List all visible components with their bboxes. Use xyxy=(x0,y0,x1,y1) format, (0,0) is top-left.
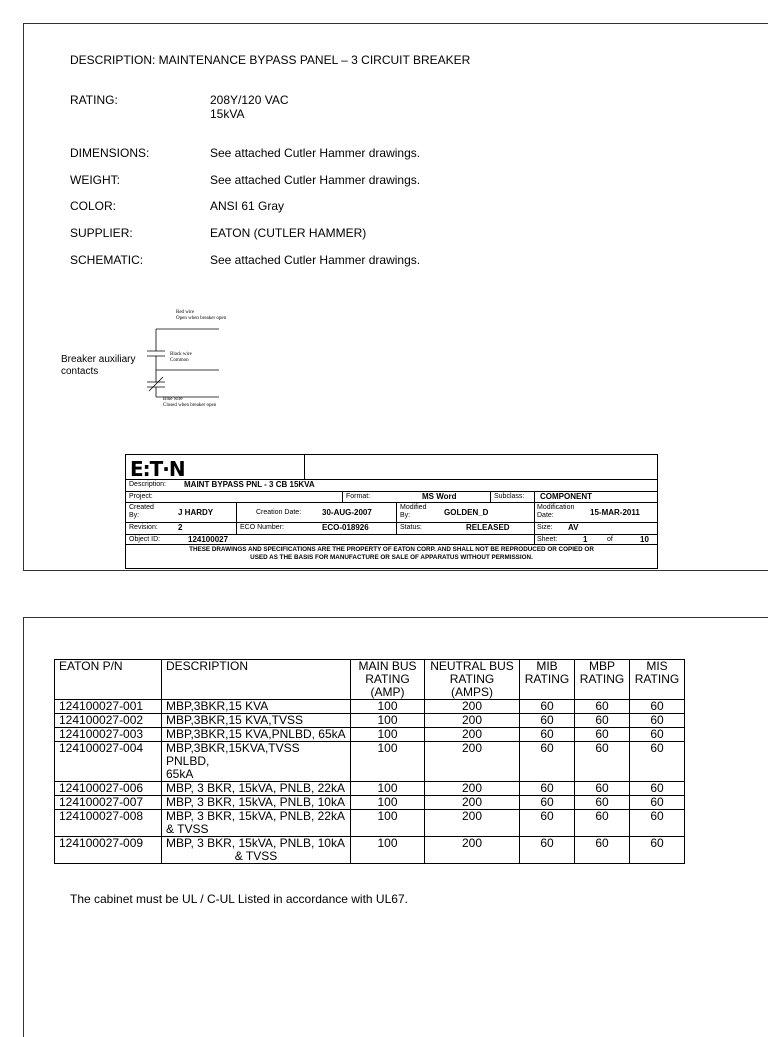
black-wire-label: Black wire xyxy=(170,352,192,357)
cell-main-bus-rating: 100 xyxy=(351,837,425,864)
ul-listing-note: The cabinet must be UL / C-UL Listed in accordance with UL67. xyxy=(70,892,408,906)
table-row xyxy=(55,810,685,837)
supplier-value: EATON (CUTLER HAMMER) xyxy=(210,226,367,240)
description-line: & TVSS xyxy=(166,822,209,836)
cell-main-bus-rating: 100 xyxy=(351,742,425,782)
dimensions-label: DIMENSIONS: xyxy=(70,146,150,160)
cell-mbp-rating: 60 xyxy=(575,796,630,810)
blue-wire-note: Closed when breaker open xyxy=(163,403,217,408)
cell-mis-rating: 60 xyxy=(630,837,685,864)
weight-label: WEIGHT: xyxy=(70,173,120,187)
cell-description xyxy=(162,796,351,810)
tb-modified-by-value: GOLDEN_D xyxy=(444,508,489,517)
tb-creation-date-label: Creation Date: xyxy=(256,509,302,516)
tb-disclaimer-line-2: USED AS THE BASIS FOR MANUFACTURE OR SALE OF APPARATUS WITHOUT PERMISSION. xyxy=(250,554,533,561)
tb-modified-by-label-2: By: xyxy=(400,512,411,519)
tb-sheet-total: 10 xyxy=(640,535,649,544)
blue-wire-label: Blue wire xyxy=(163,397,183,402)
cell-neutral-bus-rating: 200 xyxy=(425,796,520,810)
description-line: & TVSS xyxy=(234,849,278,863)
cell-mbp-rating: 60 xyxy=(575,728,630,742)
cell-mib-rating: 60 xyxy=(520,728,575,742)
cell-neutral-bus-rating: 200 xyxy=(425,700,520,714)
cell-mis-rating: 60 xyxy=(630,742,685,782)
tb-sheet-of: of xyxy=(607,536,613,543)
tb-revision-value: 2 xyxy=(178,523,183,532)
rating-value-power: 15kVA xyxy=(210,107,245,121)
table-row xyxy=(55,714,685,728)
cell-neutral-bus-rating: 200 xyxy=(425,742,520,782)
tb-disclaimer-line-1: THESE DRAWINGS AND SPECIFICATIONS ARE THE PROPERTY OF EATON CORP. AND SHALL NOT BE REPRODUCED OR COPIED OR xyxy=(189,546,594,553)
tb-creation-date-value: 30-AUG-2007 xyxy=(322,508,372,517)
cell-mib-rating: 60 xyxy=(520,714,575,728)
cell-eaton-pn: 124100027-001 xyxy=(55,700,162,714)
description-line: MBP, 3 BKR, 15kVA, PNLB, 22kA xyxy=(166,809,345,823)
cell-mbp-rating: 60 xyxy=(575,700,630,714)
table-row xyxy=(55,837,685,864)
header-mbp-rating: MBP RATING xyxy=(575,660,630,700)
tb-format-value: MS Word xyxy=(422,492,457,501)
tb-created-by-label-2: By: xyxy=(129,512,140,519)
header-neutral-bus-rating: NEUTRAL BUS RATING (AMPS) xyxy=(425,660,520,700)
rating-label: RATING: xyxy=(70,93,118,107)
cell-main-bus-rating: 100 xyxy=(351,728,425,742)
description-line: MBP, 3 BKR, 15kVA, PNLB, 10kA xyxy=(166,836,345,850)
tb-sheet-value: 1 xyxy=(583,535,588,544)
cell-main-bus-rating: 100 xyxy=(351,700,425,714)
color-label: COLOR: xyxy=(70,199,117,213)
cell-main-bus-rating: 100 xyxy=(351,714,425,728)
tb-modification-date-label-1: Modification xyxy=(537,504,575,511)
rating-value-voltage: 208Y/120 VAC xyxy=(210,93,289,107)
spec-sheet-page-2 xyxy=(23,617,768,1037)
cell-description xyxy=(162,742,351,782)
dimensions-value: See attached Cutler Hammer drawings. xyxy=(210,146,421,160)
tb-size-label: Size: xyxy=(537,524,553,531)
cell-main-bus-rating: 100 xyxy=(351,782,425,796)
cell-eaton-pn: 124100027-002 xyxy=(55,714,162,728)
cell-description xyxy=(162,700,351,714)
contact-wiring-diagram xyxy=(139,319,249,414)
description-line: MBP,3BKR,15 KVA,TVSS xyxy=(166,713,303,727)
supplier-label: SUPPLIER: xyxy=(70,226,133,240)
spec-sheet-page-1 xyxy=(23,23,768,571)
table-header-row xyxy=(55,660,685,700)
cell-description xyxy=(162,837,351,864)
tb-object-id-label: Object ID: xyxy=(129,536,161,543)
table-row xyxy=(55,742,685,782)
cell-mis-rating: 60 xyxy=(630,728,685,742)
tb-eco-label: ECO Number: xyxy=(240,524,284,531)
tb-modified-by-label-1: Modified xyxy=(400,504,427,511)
cell-mib-rating: 60 xyxy=(520,796,575,810)
tb-object-id-value: 124100027 xyxy=(188,535,229,544)
color-value: ANSI 61 Gray xyxy=(210,199,285,213)
schematic-label: SCHEMATIC: xyxy=(70,253,144,267)
cell-mbp-rating: 60 xyxy=(575,714,630,728)
tb-created-by-label-1: Created xyxy=(129,504,154,511)
cell-description xyxy=(162,714,351,728)
cell-mib-rating: 60 xyxy=(520,700,575,714)
drawing-title-block xyxy=(125,454,658,569)
cell-neutral-bus-rating: 200 xyxy=(425,837,520,864)
table-row xyxy=(55,782,685,796)
cell-neutral-bus-rating: 200 xyxy=(425,782,520,796)
header-mib-rating: MIB RATING xyxy=(520,660,575,700)
cell-neutral-bus-rating: 200 xyxy=(425,810,520,837)
table-row xyxy=(55,728,685,742)
cell-eaton-pn: 124100027-008 xyxy=(55,810,162,837)
header-description: DESCRIPTION xyxy=(162,660,351,700)
tb-created-by-value: J HARDY xyxy=(178,508,214,517)
red-wire-note: Open when breaker open xyxy=(176,316,227,321)
table-row xyxy=(55,796,685,810)
cell-mis-rating: 60 xyxy=(630,796,685,810)
cell-eaton-pn: 124100027-004 xyxy=(55,742,162,782)
cell-neutral-bus-rating: 200 xyxy=(425,728,520,742)
description-line: MBP, 3 BKR, 15kVA, PNLB, 22kA xyxy=(166,781,345,795)
cell-description xyxy=(162,810,351,837)
tb-project-label: Project: xyxy=(129,493,153,500)
tb-description-label: Description: xyxy=(129,481,166,488)
description-line: MBP,3BKR,15 KVA,PNLBD, 65kA xyxy=(166,727,346,741)
tb-format-label: Format: xyxy=(346,493,371,500)
description-line: 65kA xyxy=(166,767,194,781)
header-eaton-pn: EATON P/N xyxy=(55,660,162,700)
cell-eaton-pn: 124100027-007 xyxy=(55,796,162,810)
schematic-main-label-1: Breaker auxiliary xyxy=(61,354,136,365)
cell-mbp-rating: 60 xyxy=(575,782,630,796)
tb-revision-label: Revision: xyxy=(129,524,158,531)
tb-subclass-value: COMPONENT xyxy=(540,492,592,501)
tb-sheet-label: Sheet: xyxy=(537,536,558,543)
cell-mbp-rating: 60 xyxy=(575,837,630,864)
cell-description xyxy=(162,782,351,796)
tb-status-value: RELEASED xyxy=(466,523,510,532)
header-mis-rating: MIS RATING xyxy=(630,660,685,700)
cell-mis-rating: 60 xyxy=(630,782,685,796)
cell-mib-rating: 60 xyxy=(520,782,575,796)
table-row xyxy=(55,700,685,714)
schematic-value: See attached Cutler Hammer drawings. xyxy=(210,253,421,267)
cell-mib-rating: 60 xyxy=(520,810,575,837)
eaton-logo: E:T·N xyxy=(130,457,185,481)
red-wire-label: Red wire xyxy=(176,310,195,315)
tb-subclass-label: Subclass: xyxy=(494,493,525,500)
cell-main-bus-rating: 100 xyxy=(351,810,425,837)
cell-mbp-rating: 60 xyxy=(575,810,630,837)
cell-mis-rating: 60 xyxy=(630,810,685,837)
cell-mis-rating: 60 xyxy=(630,700,685,714)
cell-mib-rating: 60 xyxy=(520,837,575,864)
tb-description-value: MAINT BYPASS PNL - 3 CB 15KVA xyxy=(184,480,315,489)
cell-eaton-pn: 124100027-006 xyxy=(55,782,162,796)
tb-modification-date-value: 15-MAR-2011 xyxy=(590,508,640,517)
cell-description xyxy=(162,728,351,742)
description-line: MBP, 3 BKR, 15kVA, PNLB, 10kA xyxy=(166,795,345,809)
description-line: DESCRIPTION: MAINTENANCE BYPASS PANEL – 3 CIRCUIT BREAKER xyxy=(70,53,471,67)
cell-eaton-pn: 124100027-009 xyxy=(55,837,162,864)
schematic-main-label-2: contacts xyxy=(61,366,99,377)
tb-eco-value: ECO-018926 xyxy=(322,523,369,532)
tb-size-value: AV xyxy=(568,523,579,532)
weight-value: See attached Cutler Hammer drawings. xyxy=(210,173,421,187)
description-line: MBP,3BKR,15 KVA xyxy=(166,699,269,713)
cell-main-bus-rating: 100 xyxy=(351,796,425,810)
part-number-table xyxy=(54,659,685,864)
header-main-bus-rating: MAIN BUS RATING (AMP) xyxy=(351,660,425,700)
black-wire-note: Common xyxy=(170,358,189,363)
description-line: MBP,3BKR,15KVA,TVSS PNLBD, xyxy=(166,741,300,768)
cell-neutral-bus-rating: 200 xyxy=(425,714,520,728)
cell-mib-rating: 60 xyxy=(520,742,575,782)
tb-status-label: Status: xyxy=(400,524,422,531)
cell-mis-rating: 60 xyxy=(630,714,685,728)
cell-eaton-pn: 124100027-003 xyxy=(55,728,162,742)
cell-mbp-rating: 60 xyxy=(575,742,630,782)
tb-modification-date-label-2: Date: xyxy=(537,512,554,519)
